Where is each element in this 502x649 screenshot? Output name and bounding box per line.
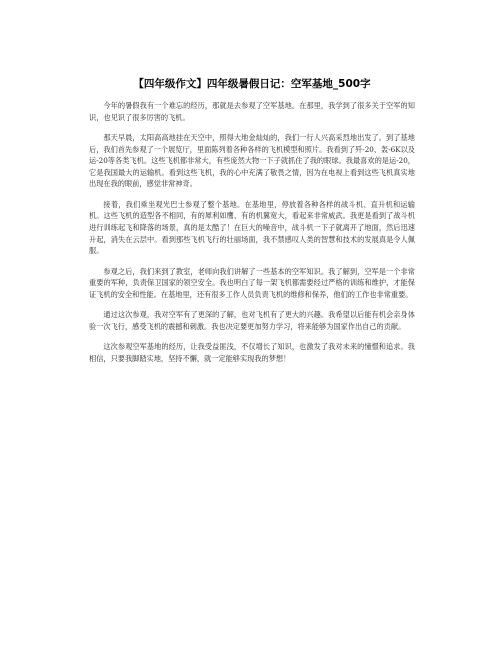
- document-page: [89, 77, 415, 373]
- paragraph: 这次参观空军基地的经历，让我受益匪浅，不仅增长了知识，也激发了我对未来的憧憬和追求。我相信，只要我脚踏实地，坚持不懈，就一定能够实现我的梦想！: [89, 342, 415, 363]
- paragraph: 那天早晨，太阳高高地挂在天空中，照得大地金灿灿的，我们一行人兴高采烈地出发了。到了基地后，我们首先参观了一个展览厅，里面陈列着各种各样的飞机模型和照片。我看到了歼-20、轰-6K以及运-20等各类飞机。这些飞机都非常大，有些庞然大物一下子就抓住了我的眼球。我最喜欢的是运-20，它是我国最大的运输机。看到这些飞机，我的心中充满了敬畏之情，因为在电视上看到这些飞机真实地出现在我的眼前，感觉非常神奇。: [89, 132, 415, 189]
- document-title: 【四年级作文】四年级暑假日记：空军基地_500字: [133, 78, 371, 90]
- paragraph: 接着，我们乘坐观光巴士参观了整个基地。在基地里，停放着各种各样的战斗机、直升机和运输机。这些飞机的造型各不相同，有的犀利如鹰、有的机翼宽大，看起来非常威武。我更是看到了战斗机进行训练起飞和降落的场景，真的是太酷了！在巨大的噪音中，战斗机一下子就离开了地面，然后迅速升起，消失在云层中。看到那些飞机飞行的壮丽场面，我不禁感叹人类的智慧和技术的发展真是令人佩服。: [89, 199, 415, 256]
- paragraph: 今年的暑假我有一个难忘的经历，那就是去参观了空军基地。在那里，我学到了很多关于空军的知识，也见识了很多厉害的飞机。: [89, 101, 415, 122]
- paragraph: 通过这次参观，我对空军有了更深的了解，也对飞机有了更大的兴趣。我希望以后能有机会亲身体验一次飞行，感受飞机的震撼和刺激。我也决定要更加努力学习，将来能够为国家作出自己的贡献。: [89, 310, 415, 331]
- paragraph: 参观之后，我们来到了教室，老师向我们讲解了一些基本的空军知识。我了解到，空军是一个非常重要的军种，负责保卫国家的领空安全。我也明白了每一架飞机都需要经过严格的训练和维护，才能保证飞机的安全和性能。在基地里，还有很多工作人员负责飞机的维修和保养，他们的工作也非常重要。: [89, 266, 415, 299]
